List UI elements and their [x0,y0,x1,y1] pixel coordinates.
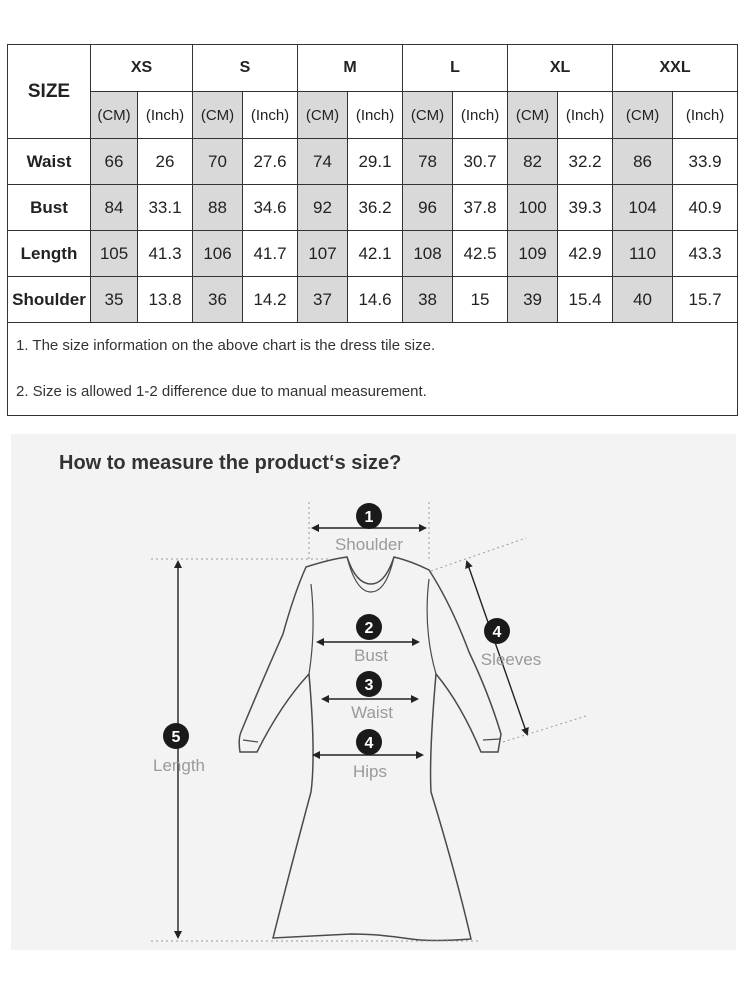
table-cell: 42.9 [558,231,613,277]
table-row-shoulder [8,277,738,323]
waist-badge [356,671,382,697]
table-cell: 66 [91,139,138,185]
table-cell: 26 [138,139,193,185]
table-cell: 42.5 [453,231,508,277]
shoulder-number: 1 [364,509,374,526]
row-label-shoulder: Shoulder [8,277,91,323]
left-cuff [243,740,258,742]
measurement-guide-panel [11,434,736,950]
waist-label: Waist [351,703,393,722]
size-m-label: M [298,45,403,92]
table-cell: 38 [403,277,453,323]
table-cell: 13.8 [138,277,193,323]
table-cell: 14.6 [348,277,403,323]
table-cell: 78 [403,139,453,185]
table-cell: 39.3 [558,185,613,231]
table-cell: 86 [613,139,673,185]
note-line-2: 2. Size is allowed 1-2 difference due to manual measurement. [16,383,427,400]
bust-label: Bust [353,646,389,665]
table-cell: 27.6 [243,139,298,185]
sleeves-label: Sleeves [480,650,542,669]
bust-number: 2 [364,620,374,637]
unit-inch: (Inch) [558,92,613,139]
table-row-length [8,231,738,277]
table-cell: 41.3 [138,231,193,277]
shoulder-label: Shoulder [334,535,404,554]
length-number: 5 [171,729,181,746]
hips-label: Hips [352,762,388,781]
unit-inch: (Inch) [673,92,738,139]
table-cell: 88 [193,185,243,231]
table-cell: 37 [298,277,348,323]
size-chart-table [7,44,738,416]
table-cell: 41.7 [243,231,298,277]
size-l-label: L [403,45,508,92]
unit-header-row [8,92,738,139]
table-cell: 29.1 [348,139,403,185]
table-cell: 30.7 [453,139,508,185]
table-cell: 14.2 [243,277,298,323]
table-cell: 109 [508,231,558,277]
row-label-bust: Bust [8,185,91,231]
dress-measurement-diagram [11,434,736,950]
table-cell: 40 [613,277,673,323]
table-cell: 92 [298,185,348,231]
size-s-label: S [193,45,298,92]
table-cell: 35 [91,277,138,323]
sleeve-guide-bottom [503,716,586,742]
table-cell: 110 [613,231,673,277]
table-cell: 106 [193,231,243,277]
table-cell: 107 [298,231,348,277]
table-cell: 74 [298,139,348,185]
table-cell: 105 [91,231,138,277]
bust-badge [356,614,382,640]
size-corner-label: SIZE [8,45,91,139]
table-cell: 15.7 [673,277,738,323]
table-cell: 15 [453,277,508,323]
table-cell: 39 [508,277,558,323]
table-row-bust [8,185,738,231]
table-cell: 40.9 [673,185,738,231]
length-label: Length [153,756,205,775]
right-cuff [483,739,500,740]
table-cell: 36.2 [348,185,403,231]
table-cell: 15.4 [558,277,613,323]
table-cell: 33.1 [138,185,193,231]
table-cell: 43.3 [673,231,738,277]
hips-badge [356,729,382,755]
table-cell: 82 [508,139,558,185]
table-cell: 34.6 [243,185,298,231]
unit-cm: (CM) [91,92,138,139]
table-cell: 100 [508,185,558,231]
table-cell: 33.9 [673,139,738,185]
table-cell: 70 [193,139,243,185]
table-cell: 84 [91,185,138,231]
table-cell: 42.1 [348,231,403,277]
shoulder-badge [356,503,382,529]
table-cell: 104 [613,185,673,231]
table-cell: 32.2 [558,139,613,185]
length-badge [163,723,189,749]
row-label-waist: Waist [8,139,91,185]
notes-cell [8,323,738,416]
neckline [347,557,394,592]
table-cell: 36 [193,277,243,323]
notes-row [8,323,738,416]
waist-number: 3 [364,677,374,694]
unit-inch: (Inch) [138,92,193,139]
hips-number: 4 [364,735,374,752]
size-header-row [8,45,738,92]
size-xs-label: XS [91,45,193,92]
sleeves-number: 4 [492,624,502,641]
unit-cm: (CM) [403,92,453,139]
table-cell: 96 [403,185,453,231]
unit-inch: (Inch) [453,92,508,139]
table-row-waist [8,139,738,185]
sleeve-guide-top [431,538,526,571]
note-line-1: 1. The size information on the above chart is the dress tile size. [16,337,436,354]
sleeves-badge [484,618,510,644]
left-armhole-seam [309,584,313,674]
measurement-guide-title: How to measure the product‘s size? [59,452,402,474]
size-xxl-label: XXL [613,45,738,92]
sleeves-arrow [467,562,527,734]
unit-inch: (Inch) [348,92,403,139]
unit-cm: (CM) [298,92,348,139]
table-cell: 37.8 [453,185,508,231]
unit-inch: (Inch) [243,92,298,139]
unit-cm: (CM) [193,92,243,139]
size-xl-label: XL [508,45,613,92]
right-armhole-seam [427,579,436,674]
unit-cm: (CM) [508,92,558,139]
unit-cm: (CM) [613,92,673,139]
table-cell: 108 [403,231,453,277]
row-label-length: Length [8,231,91,277]
